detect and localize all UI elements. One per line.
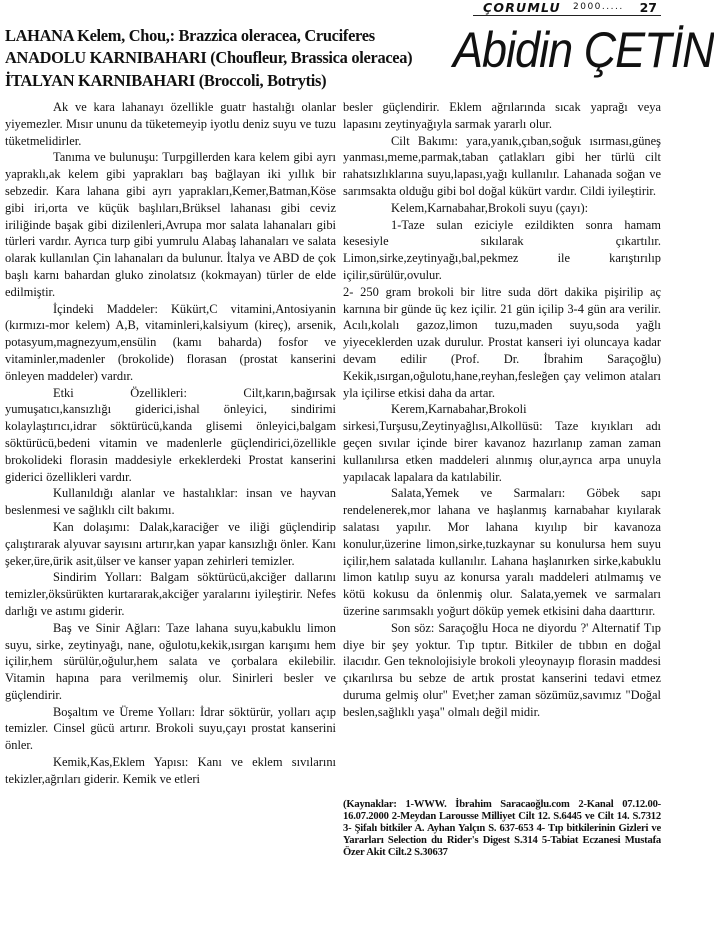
title-line: ANADOLU KARNIBAHARI (Choufleur, Brassica oleracea) <box>5 48 413 68</box>
paragraph: 1-Taze sulan eziciyle ezildikten sonra hamam kesesiyle sıkılarak çıkartılır. Limon,sirke,zeytinyağı,bal,pekmez ile karıştırılıp içilir,sürülür,ovulur. <box>343 217 661 282</box>
paragraph: Boşaltım ve Üreme Yolları: İdrar söktürür, yolları açıp temizler. Cinsel gücü artırır. Brokoli suyu,çayı prostat kanserini önler. <box>5 704 336 753</box>
page-number: 27 <box>639 0 657 15</box>
publication-logo: ÇORUMLU <box>483 0 561 15</box>
paragraph: 2- 250 gram brokoli bir litre suda dört dakika pişirilip aç karnına bir günde üç kez içilir. 21 gün içilip 3-4 gün ara verilir. Acılı,kolalı gazoz,limon tuzu,maden suyu,soda yağlı yiyeceklerden uzak durulur. Prostat kanseri iyi oluncaya kadar devam edilir (Prof. Dr. İbrahim Saraçoğlu) Kekik,ısırgan,oğulotu,hane,reyhan,fesleğen çay velimon ataları yla içilirse etkisi daha da artar. <box>343 284 661 400</box>
title-line: İTALYAN KARNIBAHARI (Broccoli, Botrytis) <box>5 70 327 90</box>
paragraph: besler güçlendirir. Eklem ağrılarında sıcak yaprağı veya lapasını zeytinyağıyla sarmak yararlı olur. <box>343 100 661 131</box>
author-byline: Abidin ÇETİN <box>453 21 714 79</box>
paragraph: Ak ve kara lahanayı özellikle guatr hastalığı olanlar yiyemezler. Mısır ununu da tüketemeyip iyotlu deniz suyu ve tuzu tüketmelidirler. <box>5 100 336 148</box>
paragraph: Kelem,Karnabahar,Brokoli suyu (çayı): <box>391 200 589 215</box>
paragraph: Kullanıldığı alanlar ve hastalıklar: insan ve hayvan beslenmesi ve sağlıklı cilt bakımı. <box>5 486 336 518</box>
masthead-rule <box>473 15 661 16</box>
paragraph: Etki Özellikleri: Cilt,karın,bağırsak yumuşatıcı,kansızlığı giderici,ishal önleyici, sindirimi kolaylaştırıcı,idrar söktürücü,kanda glisemi önleyici,balgam söktürücü,bedeni vitamin ve madenlerle güçlendirici,özellikle brokolideki florasin maddesiyle erkeklerdeki Prostat kanserini giderici özellikleri vardır. <box>5 385 336 484</box>
paragraph: Kerem,Karnabahar,Brokoli sirkesi,Turşusu,Zeytinyağlısı,Alkollüsü: Taze kıyıkları adı geçen sıvılar içinde birer kavanoz hazırlanıp zaman zaman kullanılırsa etken maddeleri alınmış olur,ayrıca arpa unuyla yapılacak lapalara da katılabilir. <box>343 402 661 484</box>
article-column-left <box>5 99 336 931</box>
paragraph: Son söz: Saraçoğlu Hoca ne diyordu ?' Alternatif Tıp diye bir şey yoktur. Tıp tıptır. Bitkiler de tıbbın en doğal ilacıdır. Gen teknolojisiyle brokoli yleoynayıp florasin maddesi çıkarılırsa bu sebze de artık prostat kanserini tedavi etmez duruma gelmiş olur" Evet;her zaman sözümüz,savımız "Doğal beslen,sağlıklı yaşa" olmalı değil midir. <box>343 620 661 719</box>
paragraph: Tanıma ve bulunuşu: Turpgillerden kara kelem gibi ayrı yapraklı,ak kelem gibi yaprakları baş bağlayan iki yıllık bir sebzedir. Kara lahana gibi ayrı yaprakları,Kemer,Batman,Köse gibi iri,orta ve küçük başlıları,Brüksel lahanası gibi ceviz iriliğinde başak gibi dizilenleri,Avrupa mor salata lahanaları gibi türleri vardır. Ayrıca turp gibi yumrulu Alabaş lahanaları ve salata olarak kullanılan Çin lahanaları da bulunur. İtalya ve ABD de çok başlı karnı bahardan gluko zinolatsız (kokmayan) türler de elde edilmiştir. <box>5 150 336 299</box>
paragraph: Kemik,Kas,Eklem Yapısı: Kanı ve eklem sıvılarını tekizler,ağrıları giderir. Kemik ve etleri <box>5 755 336 786</box>
masthead <box>421 0 661 16</box>
paragraph: Baş ve Sinir Ağları: Taze lahana suyu,kabuklu limon suyu, sirke, zeytinyağı, nane, oğulotu,kekik,ısırgan karışımı hem içilir,hem sürülür,oğulur,hem salata ve çorbalara ekilebilir. Vitamin hapına para verilmemiş olur. Sinirleri besler ve güçlendirir. <box>5 620 336 702</box>
title-line: LAHANA Kelem, Chou,: Brazzica oleracea, Cruciferes <box>5 26 375 45</box>
paragraph: Salata,Yemek ve Sarmaları: Göbek sapı rendelenerek,mor lahana ve haşlanmış karnabahar kıyılarak salatası yapılır. Mor lahana kıyılıp bir kavanoza konulur,üzerine limon,sirke,tuzkaynar su konulursa hem suyu içilir,hem salatada kullanılır. Lahana haşlanırken sirke,kabuklu limon katılıp suyu az konursa yaralı maddeleri atılmamış ve kötü kokusu da önlenmiş olur. Salata,yemek ve sarmaları üzerine sarımsaklı yoğurt döküp yemek etkisini daha daarttırır. <box>343 486 661 618</box>
paragraph: Sindirim Yolları: Balgam söktürücü,akciğer dallarını temizler,öksürükten kurtararak,akciğer yaralarını iyileştirir. Nefes darlığı ve astımı giderir. <box>5 570 336 618</box>
paragraph: Cilt Bakımı: yara,yanık,çıban,soğuk ısırması,güneş yanması,meme,parmak,taban çatlakları gibi her türlü cilt rahatsızlıklarına suyu,lapası,yağı kullanılır. Lahanada soğan ve sarımsakta olduğu gibi bol doğal kükürt vardır. Cildi iyileştirir. <box>343 133 661 198</box>
paragraph: İçindeki Maddeler: Kükürt,C vitamini,Antosiyanin (kırmızı-mor kelem) A,B, vitaminleri,kalsiyum (kireç), arsenik, potasyum,magnezyum,ensülin (kamı baharda) fosfor ve vitaminler,madenler (brokolide) florasan (prostat kanserini önleyen maddeler) vardır. <box>5 301 336 383</box>
paragraph: Kan dolaşımı: Dalak,karaciğer ve iliği güçlendirip çalıştırarak alyuvar sayısını artırır,kan yapar kansızlığı önler. Kanı şeker,üre,ürik asit,ülser ve kanser yapan zehirleri temizler. <box>5 519 336 568</box>
references: (Kaynaklar: 1-WWW. İbrahim Saracaoğlu.com 2-Kanal 07.12.00-16.07.2000 2-Meydan Larousse Milliyet Cilt 12. S.6445 ve Cilt 14. S.7312 3- Şifalı bitkiler A. Ayhan Yalçın S. 637-653 4- Tıp bitkilerinin Gizleri ve Yararları Selection du Rider's Digest S.314 5-Tabiat Eczanesi Mustafa Özer Akit Cilt.2 S.30637 <box>343 799 661 858</box>
issue-date: 2000..... <box>573 2 624 12</box>
article-column-right <box>343 99 661 796</box>
article-title <box>5 25 455 92</box>
